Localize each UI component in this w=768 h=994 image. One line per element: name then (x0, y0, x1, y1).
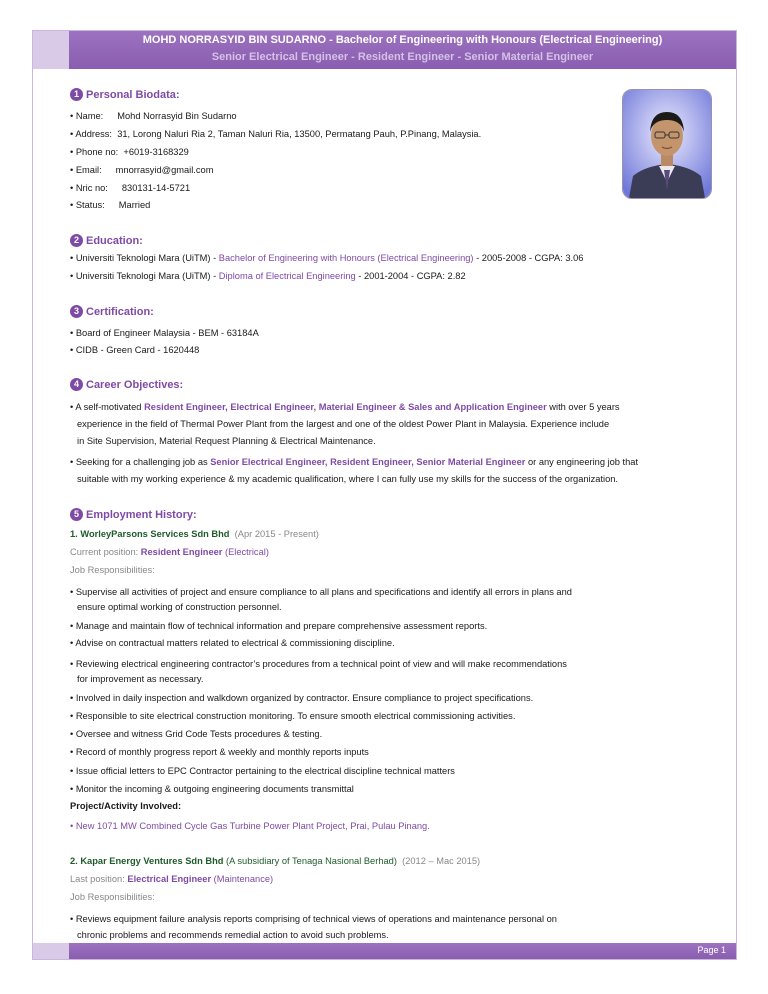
edu-course: Bachelor of Engineering with Honours (Electrical Engineering) (218, 253, 474, 263)
bio-name-row (70, 110, 237, 122)
section-number: 3 (70, 305, 83, 318)
certification-item: • Board of Engineer Malaysia - BEM - 63184A (70, 328, 259, 338)
job-company: 1. WorleyParsons Services Sdn Bhd (70, 529, 230, 539)
bio-label: • Phone no: (70, 147, 119, 157)
bio-value: Mohd Norrasyid Bin Sudarno (117, 111, 237, 121)
section-number: 4 (70, 378, 83, 391)
objective-text: • A self-motivated (70, 402, 145, 412)
job-dept: (Maintenance) (211, 874, 274, 884)
page-title: MOHD NORRASYID BIN SUDARNO - Bachelor of Engineering with Honours (Electrical Engineering) (142, 34, 663, 46)
section-biodata (70, 88, 180, 101)
job-company: 2. Kapar Energy Ventures Sdn Bhd (70, 856, 224, 866)
job2-resp-label: Job Responsibilities: (70, 892, 155, 902)
bio-nric-row (70, 182, 190, 194)
objective-2 (70, 456, 638, 468)
objective-text: • Seeking for a challenging job as (70, 457, 211, 467)
bio-value: Married (118, 200, 151, 210)
objective-2-line2: suitable with my working experience & my academic qualification, where I can fully use my skills for the success of the organization. (77, 474, 619, 484)
bio-value: mnorrasyid@gmail.com (115, 165, 214, 175)
section-number: 1 (70, 88, 83, 101)
edu-detail: - 2005-2008 - CGPA: 3.06 (473, 253, 584, 263)
job1-resp: • Reviewing electrical engineering contractor’s procedures from a technical point of view and will make recommendations (70, 659, 567, 669)
bio-label: • Nric no: (70, 183, 108, 193)
job1-position-row (70, 546, 269, 558)
bio-label: • Email: (70, 165, 102, 175)
job1-resp-label: Job Responsibilities: (70, 565, 155, 575)
bio-label: • Address: (70, 129, 113, 139)
job1-resp: • Monitor the incoming & outgoing engineering documents transmittal (70, 784, 354, 794)
job1-resp: • Responsible to site electrical construction monitoring. To ensure smooth electrical commissioning activities. (70, 711, 516, 721)
education-item (70, 252, 583, 264)
objective-text: with over 5 years (546, 402, 620, 412)
objective-1-line3: in Site Supervision, Material Request Planning & Electrical Maintenance. (77, 436, 376, 446)
footer-accent (33, 943, 69, 959)
job1-resp: • Oversee and witness Grid Code Tests procedures & testing. (70, 729, 323, 739)
section-title: Personal Biodata: (86, 88, 180, 101)
edu-school: • Universiti Teknologi Mara (UiTM) - (70, 253, 219, 263)
job2-position-row (70, 873, 273, 885)
job2-resp: chronic problems and recommends remedial action to avoid such problems. (77, 930, 389, 940)
job2-company-row (70, 855, 480, 867)
bio-address-row (70, 128, 481, 140)
job-position: Resident Engineer (140, 547, 223, 557)
job1-resp: • Manage and maintain flow of technical information and prepare comprehensive assessment reports. (70, 621, 488, 631)
bio-phone-row (70, 146, 189, 158)
job1-resp: • Issue official letters to EPC Contractor pertaining to the electrical discipline technical matters (70, 766, 455, 776)
job1-resp: • Involved in daily inspection and walkdown organized by contractor. Ensure compliance to project specifications. (70, 693, 534, 703)
section-number: 5 (70, 508, 83, 521)
education-item (70, 270, 466, 282)
job1-resp: • Supervise all activities of project and ensure compliance to all plans and specifications and identify all errors in plans and (70, 587, 572, 597)
job1-company-row (70, 528, 319, 540)
section-employment (70, 508, 197, 521)
section-education (70, 234, 143, 247)
objective-1 (70, 401, 620, 413)
profile-photo (622, 89, 712, 199)
job-position-label: Current position: (70, 547, 141, 557)
job1-project-label: Project/Activity Involved: (70, 801, 182, 811)
bio-value: +6019-3168329 (123, 147, 189, 157)
footer-bar (33, 943, 736, 959)
job-dept: (Electrical) (222, 547, 269, 557)
bio-value: 31, Lorong Naluri Ria 2, Taman Naluri Ria, 13500, Permatang Pauh, P.Pinang, Malaysia. (117, 129, 482, 139)
bio-value: 830131-14-5721 (121, 183, 191, 193)
bio-label: • Name: (70, 111, 104, 121)
bio-email-row (70, 164, 213, 176)
edu-detail: - 2001-2004 - CGPA: 2.82 (355, 271, 466, 281)
objective-highlight: Resident Engineer, Electrical Engineer, Material Engineer & Sales and Application Engineer (144, 402, 547, 412)
portrait-image (623, 90, 711, 198)
section-title: Career Objectives: (86, 378, 184, 391)
bio-label: • Status: (70, 200, 105, 210)
job1-resp: • Record of monthly progress report & weekly and monthly reports inputs (70, 747, 369, 757)
job1-project: • New 1071 MW Combined Cycle Gas Turbine Power Plant Project, Prai, Pulau Pinang. (70, 821, 430, 831)
job-position-label: Last position: (70, 874, 128, 884)
section-objectives (70, 378, 183, 391)
page-subtitle: Senior Electrical Engineer - Resident Engineer - Senior Material Engineer (211, 51, 594, 63)
job-period: (2012 – Mac 2015) (402, 856, 481, 866)
section-title: Certification: (86, 305, 154, 318)
objective-text: or any engineering job that (525, 457, 639, 467)
header-bar (33, 31, 736, 69)
job1-resp: ensure optimal working of construction personnel. (77, 602, 282, 612)
header-accent (33, 31, 69, 69)
job2-resp: • Reviews equipment failure analysis reports comprising of technical views of operations and maintenance personal on (70, 914, 557, 924)
certification-item: • CIDB - Green Card - 1620448 (70, 345, 200, 355)
edu-school: • Universiti Teknologi Mara (UiTM) - (70, 271, 219, 281)
bio-status-row (70, 199, 150, 211)
section-number: 2 (70, 234, 83, 247)
section-title: Education: (86, 234, 143, 247)
objective-highlight: Senior Electrical Engineer, Resident Engineer, Senior Material Engineer (210, 457, 526, 467)
section-title: Employment History: (86, 508, 197, 521)
page-number: Page 1 (697, 945, 726, 955)
job1-resp: for improvement as necessary. (77, 674, 204, 684)
objective-1-line2: experience in the field of Thermal Power Plant from the largest and one of the oldest Power Plant in Malaysia. Experience include (77, 419, 610, 429)
job-subsidiary: (A subsidiary of Tenaga Nasional Berhad) (223, 856, 397, 866)
edu-course: Diploma of Electrical Engineering (218, 271, 356, 281)
job1-resp: • Advise on contractual matters related to electrical & commissioning discipline. (70, 638, 395, 648)
job-period: (Apr 2015 - Present) (234, 529, 319, 539)
section-certification (70, 305, 154, 318)
job-position: Electrical Engineer (127, 874, 212, 884)
